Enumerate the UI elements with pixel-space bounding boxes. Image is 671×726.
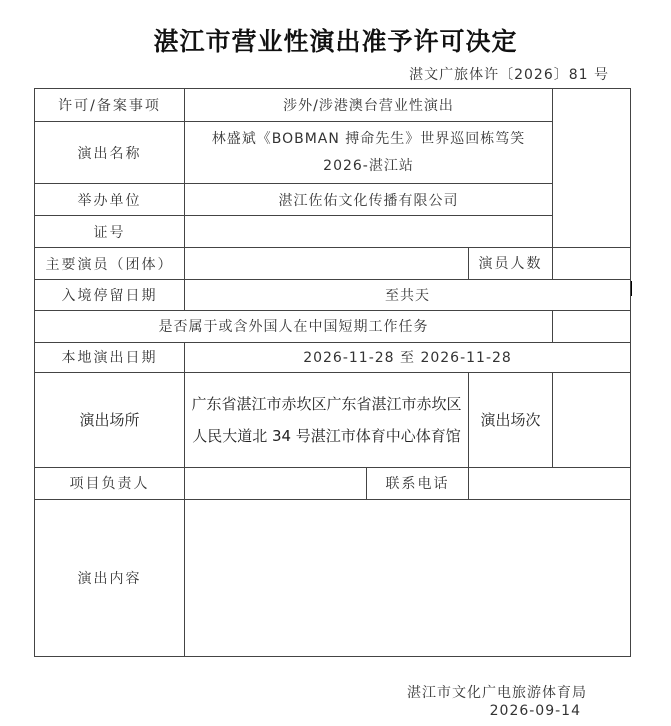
organizer-value: 湛江佐佑文化传播有限公司 (185, 184, 553, 216)
venue-value: 广东省湛江市赤坎区广东省湛江市赤坎区人民大道北 34 号湛江市体育中心体育馆 (185, 372, 469, 467)
sessions-label: 演出场次 (469, 372, 553, 467)
table-row (35, 310, 631, 342)
entry-stay-value: 至共天 (185, 279, 631, 310)
performer-count-value (553, 247, 631, 279)
license-number-label: 证号 (35, 216, 185, 248)
project-lead-label: 项目负责人 (35, 467, 185, 499)
local-dates-label: 本地演出日期 (35, 342, 185, 372)
permit-type-value: 涉外/涉港澳台营业性演出 (185, 89, 553, 122)
foreign-work-value (553, 310, 631, 342)
document-title: 湛江市营业性演出准予许可决定 (153, 27, 518, 56)
table-row (35, 467, 631, 499)
performer-count-label: 演员人数 (469, 247, 553, 279)
issuing-authority: 湛江市文化广电旅游体育局 (407, 685, 587, 701)
project-lead-value (185, 467, 367, 499)
text-cursor (631, 281, 632, 296)
document-number: 湛文广旅体许〔2026〕81 号 (409, 67, 609, 83)
contact-phone-value (469, 467, 631, 499)
show-name-value: 林盛斌《BOBMAN 搏命先生》世界巡回栋笃笑 2026-湛江站 (185, 122, 553, 184)
table-row (35, 499, 631, 656)
table-row (35, 247, 631, 279)
entry-stay-label: 入境停留日期 (35, 279, 185, 310)
show-name-label: 演出名称 (35, 122, 185, 184)
permit-type-label: 许可/备案事项 (35, 89, 185, 122)
table-row (35, 279, 631, 310)
local-dates-value: 2026-11-28 至 2026-11-28 (185, 342, 631, 372)
organizer-label: 举办单位 (35, 184, 185, 216)
show-content-value (185, 499, 631, 656)
permit-table-overlay (34, 88, 631, 657)
show-content-label: 演出内容 (35, 499, 185, 656)
main-performers-label: 主要演员（团体） (35, 248, 185, 280)
sessions-value (553, 372, 631, 467)
contact-phone-label: 联系电话 (367, 467, 469, 499)
table-row (35, 342, 631, 372)
foreign-work-label: 是否属于或含外国人在中国短期工作任务 (35, 310, 553, 342)
table-row (35, 372, 631, 467)
venue-label: 演出场所 (35, 372, 185, 467)
issue-date: 2026-09-14 (489, 703, 581, 719)
